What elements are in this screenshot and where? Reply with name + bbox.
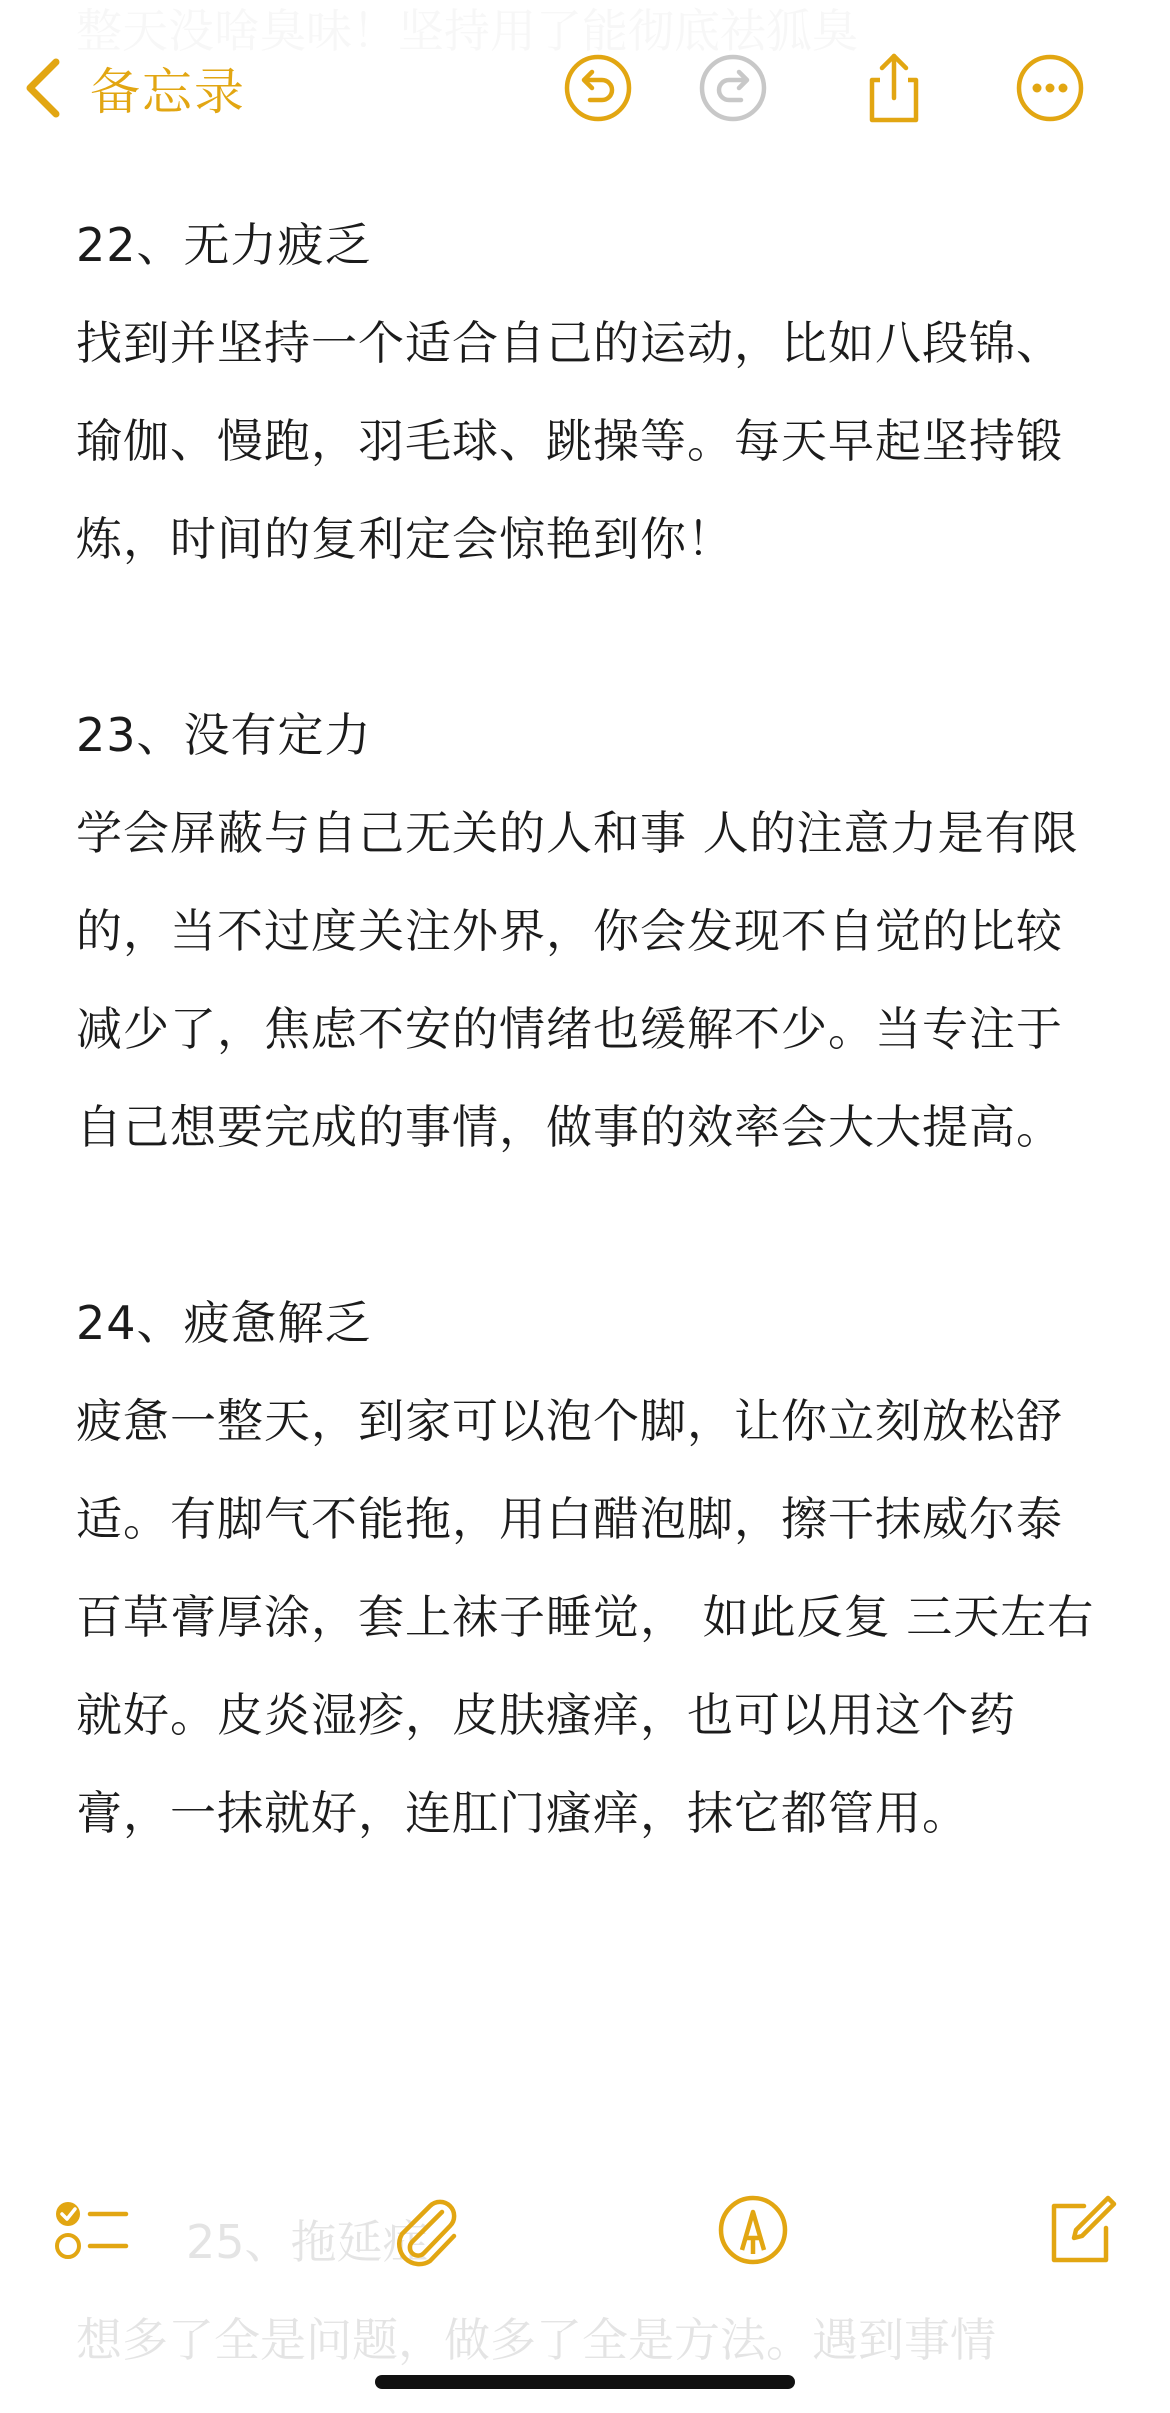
- section-heading: 22、无力疲乏: [76, 218, 372, 272]
- chevron-left-icon: [22, 56, 66, 120]
- pen-markup-icon: [713, 2190, 793, 2270]
- compose-button[interactable]: [1040, 2190, 1120, 2270]
- redo-icon: [695, 50, 771, 126]
- undo-icon: [560, 50, 636, 126]
- section-paragraph: 学会屏蔽与自己无关的人和事 人的注意力是有限的，当不过度关注外界，你会发现不自觉的比较减少了，焦虑不安的情绪也缓解不少。当专注于自己想要完成的事情，做事的效率会大大提高。: [76, 806, 1079, 1154]
- section-heading: 24、疲惫解乏: [76, 1296, 372, 1350]
- more-button[interactable]: [1012, 50, 1088, 126]
- paperclip-icon: [384, 2190, 464, 2270]
- back-label: 备忘录: [90, 63, 246, 121]
- undo-button[interactable]: [560, 50, 636, 126]
- section-paragraph: 找到并坚持一个适合自己的运动，比如八段锦、瑜伽、慢跑，羽毛球、跳操等。每天早起坚持锻炼，时间的复利定会惊艳到你！: [76, 316, 1063, 566]
- note-body[interactable]: [76, 196, 1096, 1960]
- home-indicator[interactable]: [375, 2375, 795, 2389]
- markup-button[interactable]: [713, 2190, 793, 2270]
- compose-icon: [1040, 2190, 1120, 2270]
- bottom-toolbar: [0, 2180, 1170, 2290]
- faded-paragraph: 想多了全是问题，做多了全是方法。遇到事情: [76, 2313, 996, 2367]
- back-button[interactable]: [22, 50, 246, 126]
- navigation-bar: [0, 0, 1170, 175]
- checklist-button[interactable]: [50, 2190, 130, 2270]
- more-icon: [1012, 50, 1088, 126]
- note-section: [76, 196, 1096, 588]
- note-section: [76, 686, 1096, 1176]
- section-paragraph: 疲惫一整天，到家可以泡个脚，让你立刻放松舒适。有脚气不能拖，用白醋泡脚，擦干抹威尔泰百草膏厚涂，套上袜子睡觉， 如此反复 三天左右就好。皮炎湿疹，皮肤瘙痒，也可以用这个药膏，一抹就好，连肛门瘙痒，抹它都管用。: [76, 1394, 1095, 1840]
- checklist-icon: [50, 2190, 130, 2270]
- attachment-button[interactable]: [384, 2190, 464, 2270]
- share-button[interactable]: [856, 50, 932, 126]
- redo-button[interactable]: [695, 50, 771, 126]
- share-icon: [856, 50, 932, 126]
- note-section: [76, 1274, 1096, 1862]
- faded-heading: 25、拖延症: [186, 2215, 429, 2269]
- section-heading: 23、没有定力: [76, 708, 372, 762]
